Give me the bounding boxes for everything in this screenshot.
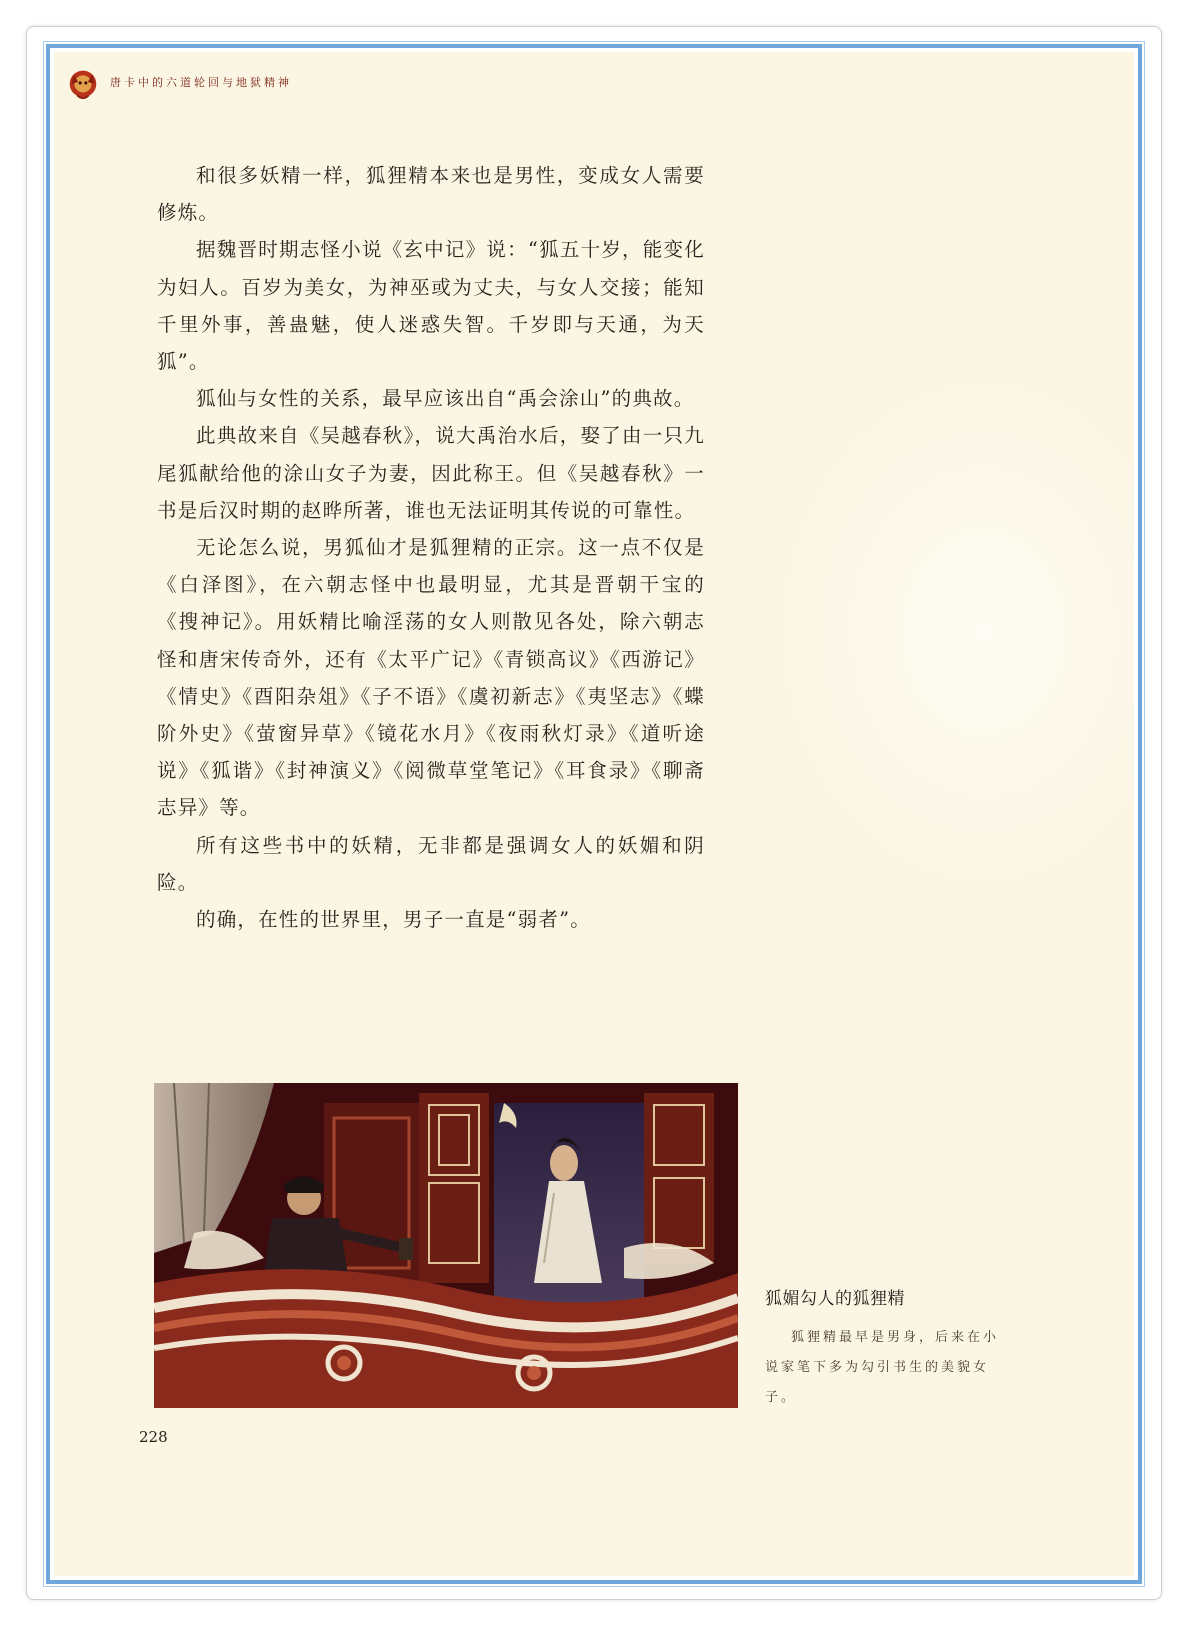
fox-emblem-icon [64,63,102,101]
fox-spirit-painting [154,1083,738,1408]
page-glow [774,372,1134,892]
body-text [157,157,705,938]
caption-title: 狐媚勾人的狐狸精 [765,1289,905,1309]
painting-illustration [154,1083,738,1408]
figure-caption [765,1284,1065,1413]
paragraph-1: 和很多妖精一样，狐狸精本来也是男性，变成女人需要修炼。 [157,164,705,225]
page-number: 228 [139,1428,168,1446]
paragraph-3: 狐仙与女性的关系，最早应该出自“禹会涂山”的典故。 [196,387,695,411]
paragraph-5: 无论怎么说，男狐仙才是狐狸精的正宗。这一点不仅是《白泽图》，在六朝志怪中也最明显，尤其是晋朝干宝的《搜神记》。用妖精比喻淫荡的女人则散见各处，除六朝志怪和唐宋传奇外，还有《太平广记》《青锁高议》《西游记》《情史》《酉阳杂俎》《子不语》《虞初新志》《夷坚志》《蝶阶外史》《萤窗异草》《镜花水月》《夜雨秋灯录》《道听途说》《狐谐》《封神演义》《阅微草堂笔记》《耳食录》《聊斋志异》等。 [157,536,705,820]
paragraph-6: 所有这些书中的妖精，无非都是强调女人的妖媚和阴险。 [157,833,705,894]
page-header [64,62,292,102]
paragraph-7: 的确，在性的世界里，男子一直是“弱者”。 [196,908,591,932]
caption-text: 狐狸精最早是男身，后来在小说家笔下多为勾引书生的美貌女子。 [765,1330,1000,1405]
paragraph-4: 此典故来自《吴越春秋》，说大禹治水后，娶了由一只九尾狐献给他的涂山女子为妻，因此称王。但《吴越春秋》一书是后汉时期的赵晔所著，谁也无法证明其传说的可靠性。 [157,424,705,522]
running-title: 唐卡中的六道轮回与地狱精神 [110,76,292,89]
paragraph-2: 据魏晋时期志怪小说《玄中记》说：“狐五十岁，能变化为妇人。百岁为美女，为神巫或为丈夫，与女人交接；能知千里外事，善蛊魅，使人迷惑失智。千岁即与天通，为天狐”。 [157,238,705,374]
